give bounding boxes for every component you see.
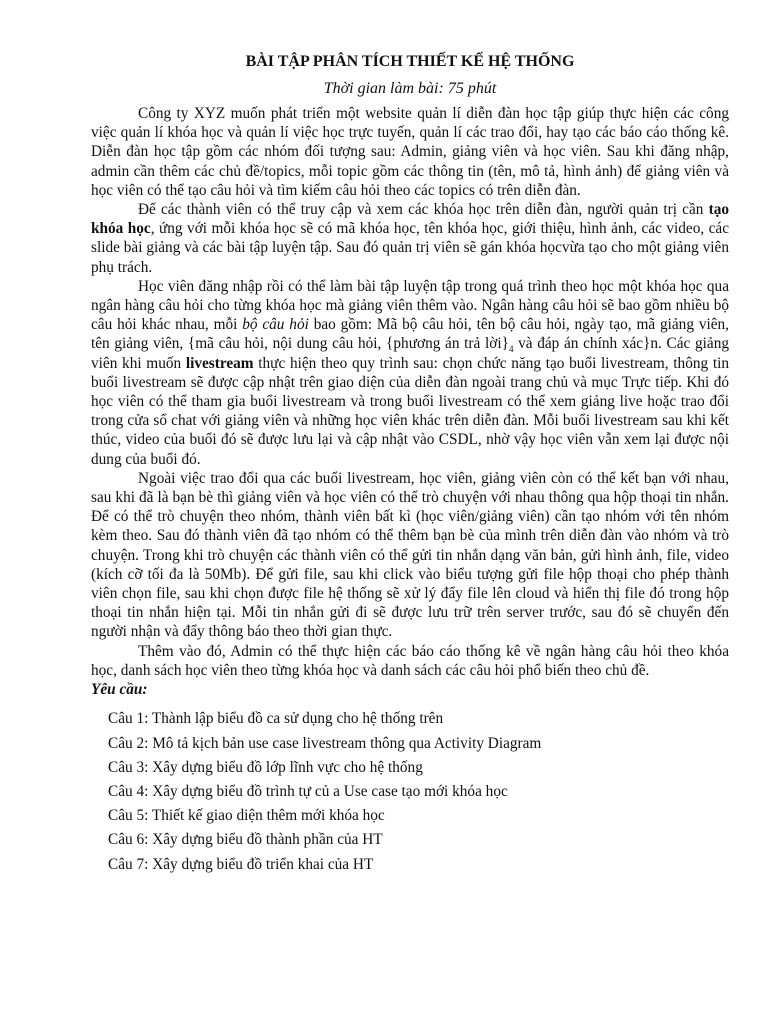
document-body <box>91 104 729 680</box>
text-run: Để các thành viên có thể truy cập và xem các khóa học trên diễn đàn, người quản trị cần <box>138 201 709 219</box>
text-run: Học viên đăng nhập rồi có thể làm bài tập luyện tập trong quá trình theo học một khóa học qua ngân hàng câu hỏi cho từng khóa học mà giảng viên thêm vào. Ngân hàng câu hỏi sẽ bao gồm nhiều bộ câu hỏi khác nhau, mỗi <box>91 277 729 334</box>
text-run: và đáp án chính xác}n. Các giảng viên khi muốn <box>91 335 729 372</box>
requirement-item: Câu 1: Thành lập biểu đồ ca sử dụng cho hệ thống trên <box>108 710 444 728</box>
text-run: , ứng với mỗi khóa học sẽ có mã khóa học, tên khóa học, giới thiệu, hình ảnh, các video, các slide bài giảng và các bài tập luyện tập. Sau đó quản trị viên sẽ gán khóa họcvừa tạo cho một giảng viên phụ trách. <box>91 220 729 276</box>
document-page <box>91 50 729 877</box>
paragraph-create-course <box>91 200 729 277</box>
requirements-list <box>91 707 729 876</box>
paragraph-question-bank <box>91 277 729 469</box>
text-run: livestream <box>185 354 254 372</box>
requirement-item: Câu 4: Xây dựng biểu đồ trình tự củ a Use case tạo mới khóa học <box>108 782 508 800</box>
paragraph-intro <box>91 104 729 200</box>
text-run: Thêm vào đó, Admin có thể thực hiện các báo cáo thống kê về ngân hàng câu hỏi theo khóa học, danh sách học viên theo từng khóa học và danh sách các câu hỏi phổ biến theo chủ đề. <box>91 642 729 679</box>
text-run: tạo khóa học <box>91 201 729 238</box>
document-title: BÀI TẬP PHÂN TÍCH THIẾT KẾ HỆ THỐNG <box>245 53 575 70</box>
requirement-item: Câu 3: Xây dựng biểu đồ lớp lĩnh vực cho hệ thống <box>108 758 423 776</box>
requirements-heading: Yêu cầu: <box>91 681 148 699</box>
text-run: bao gồm: Mã bộ câu hỏi, tên bộ câu hỏi, ngày tạo, mã giảng viên, tên giảng viên, {mã câu hỏi, nội dung câu hỏi, {phương án trả lời} <box>91 316 729 353</box>
document-subtitle: Thời gian làm bài: 75 phút <box>323 80 497 97</box>
requirement-item: Câu 2: Mô tả kịch bản use case livestream thông qua Activity Diagram <box>108 734 542 752</box>
text-run: thực hiện theo quy trình sau: chọn chức năng tạo buổi livestream, thông tin buổi livestream sẽ được cập nhật trên giao diện của diễn đàn ngoài trang chủ và mục Trực tiếp. Khi đó học viên có thể tham gia buổi livestream và trong buổi livestream có thể xem giảng live hoặc trao đổi trong cửa sổ chat với giảng viên và những học viên khác trên diễn đàn. Mỗi buổi livestream sau khi kết thúc, video của buổi đó sẽ được lưu lại và cập nhật vào CSDL, nhờ vậy học viên vẫn xem lại được nội dung của buổi đó. <box>91 354 729 468</box>
requirement-item: Câu 5: Thiết kế giao diện thêm mới khóa học <box>108 807 385 825</box>
paragraph-chat <box>91 469 729 642</box>
requirement-item: Câu 6: Xây dựng biểu đồ thành phần của HT <box>108 831 383 849</box>
text-run: bộ câu hỏi <box>242 316 309 334</box>
paragraph-reports <box>91 642 729 680</box>
text-run: Công ty XYZ muốn phát triển một website quản lí diễn đàn học tập giúp thực hiện các công việc quản lí khóa học và quản lí việc học trực tuyến, quản lí các trao đổi, hay tạo các báo cáo thống kê. Diễn đàn học tập gồm các nhóm đối tượng sau: Admin, giảng viên và học viên. Sau khi đăng nhập, admin cần thêm các chủ đề/topics, mỗi topic gồm các thông tin (tên, mô tả, hình ảnh) để giảng viên và học viên có thể tạo câu hỏi và tìm kiếm câu hỏi theo các topics có trên diễn đàn. <box>91 105 729 199</box>
text-run: Ngoài việc trao đổi qua các buổi livestream, học viên, giảng viên còn có thể kết bạn với nhau, sau khi đã là bạn bè thì giảng viên và học viên có thể trò chuyện với nhau thông qua hộp thoại tin nhắn. Để có thể trò chuyện theo nhóm, thành viên bất kì (học viên/giảng viên) cần tạo nhóm với tên nhóm kèm theo. Sau đó thành viên đã tạo nhóm có thể thêm bạn bè của mình trên diễn đàn vào nhóm và trò chuyện. Trong khi trò chuyện các thành viên có thể gửi tin nhắn dạng văn bản, gửi hình ảnh, file, video (kích cỡ tối đa là 50Mb). Để gửi file, sau khi click vào biểu tượng gửi file hộp thoại cho phép thành viên chọn file, sau khi chọn được file hệ thống sẽ xử lý đẩy file lên cloud và hiển thị file đó trong hộp thoại tin nhắn hiện tại. Mỗi tin nhắn gửi đi sẽ được lưu trữ trên server trước, sau đó sẽ chuyển đến người nhận và đẩy thông báo theo thời gian thực. <box>91 469 729 641</box>
text-run: 4 <box>508 344 514 355</box>
requirement-item: Câu 7: Xây dựng biểu đồ triển khai của HT <box>108 855 374 873</box>
